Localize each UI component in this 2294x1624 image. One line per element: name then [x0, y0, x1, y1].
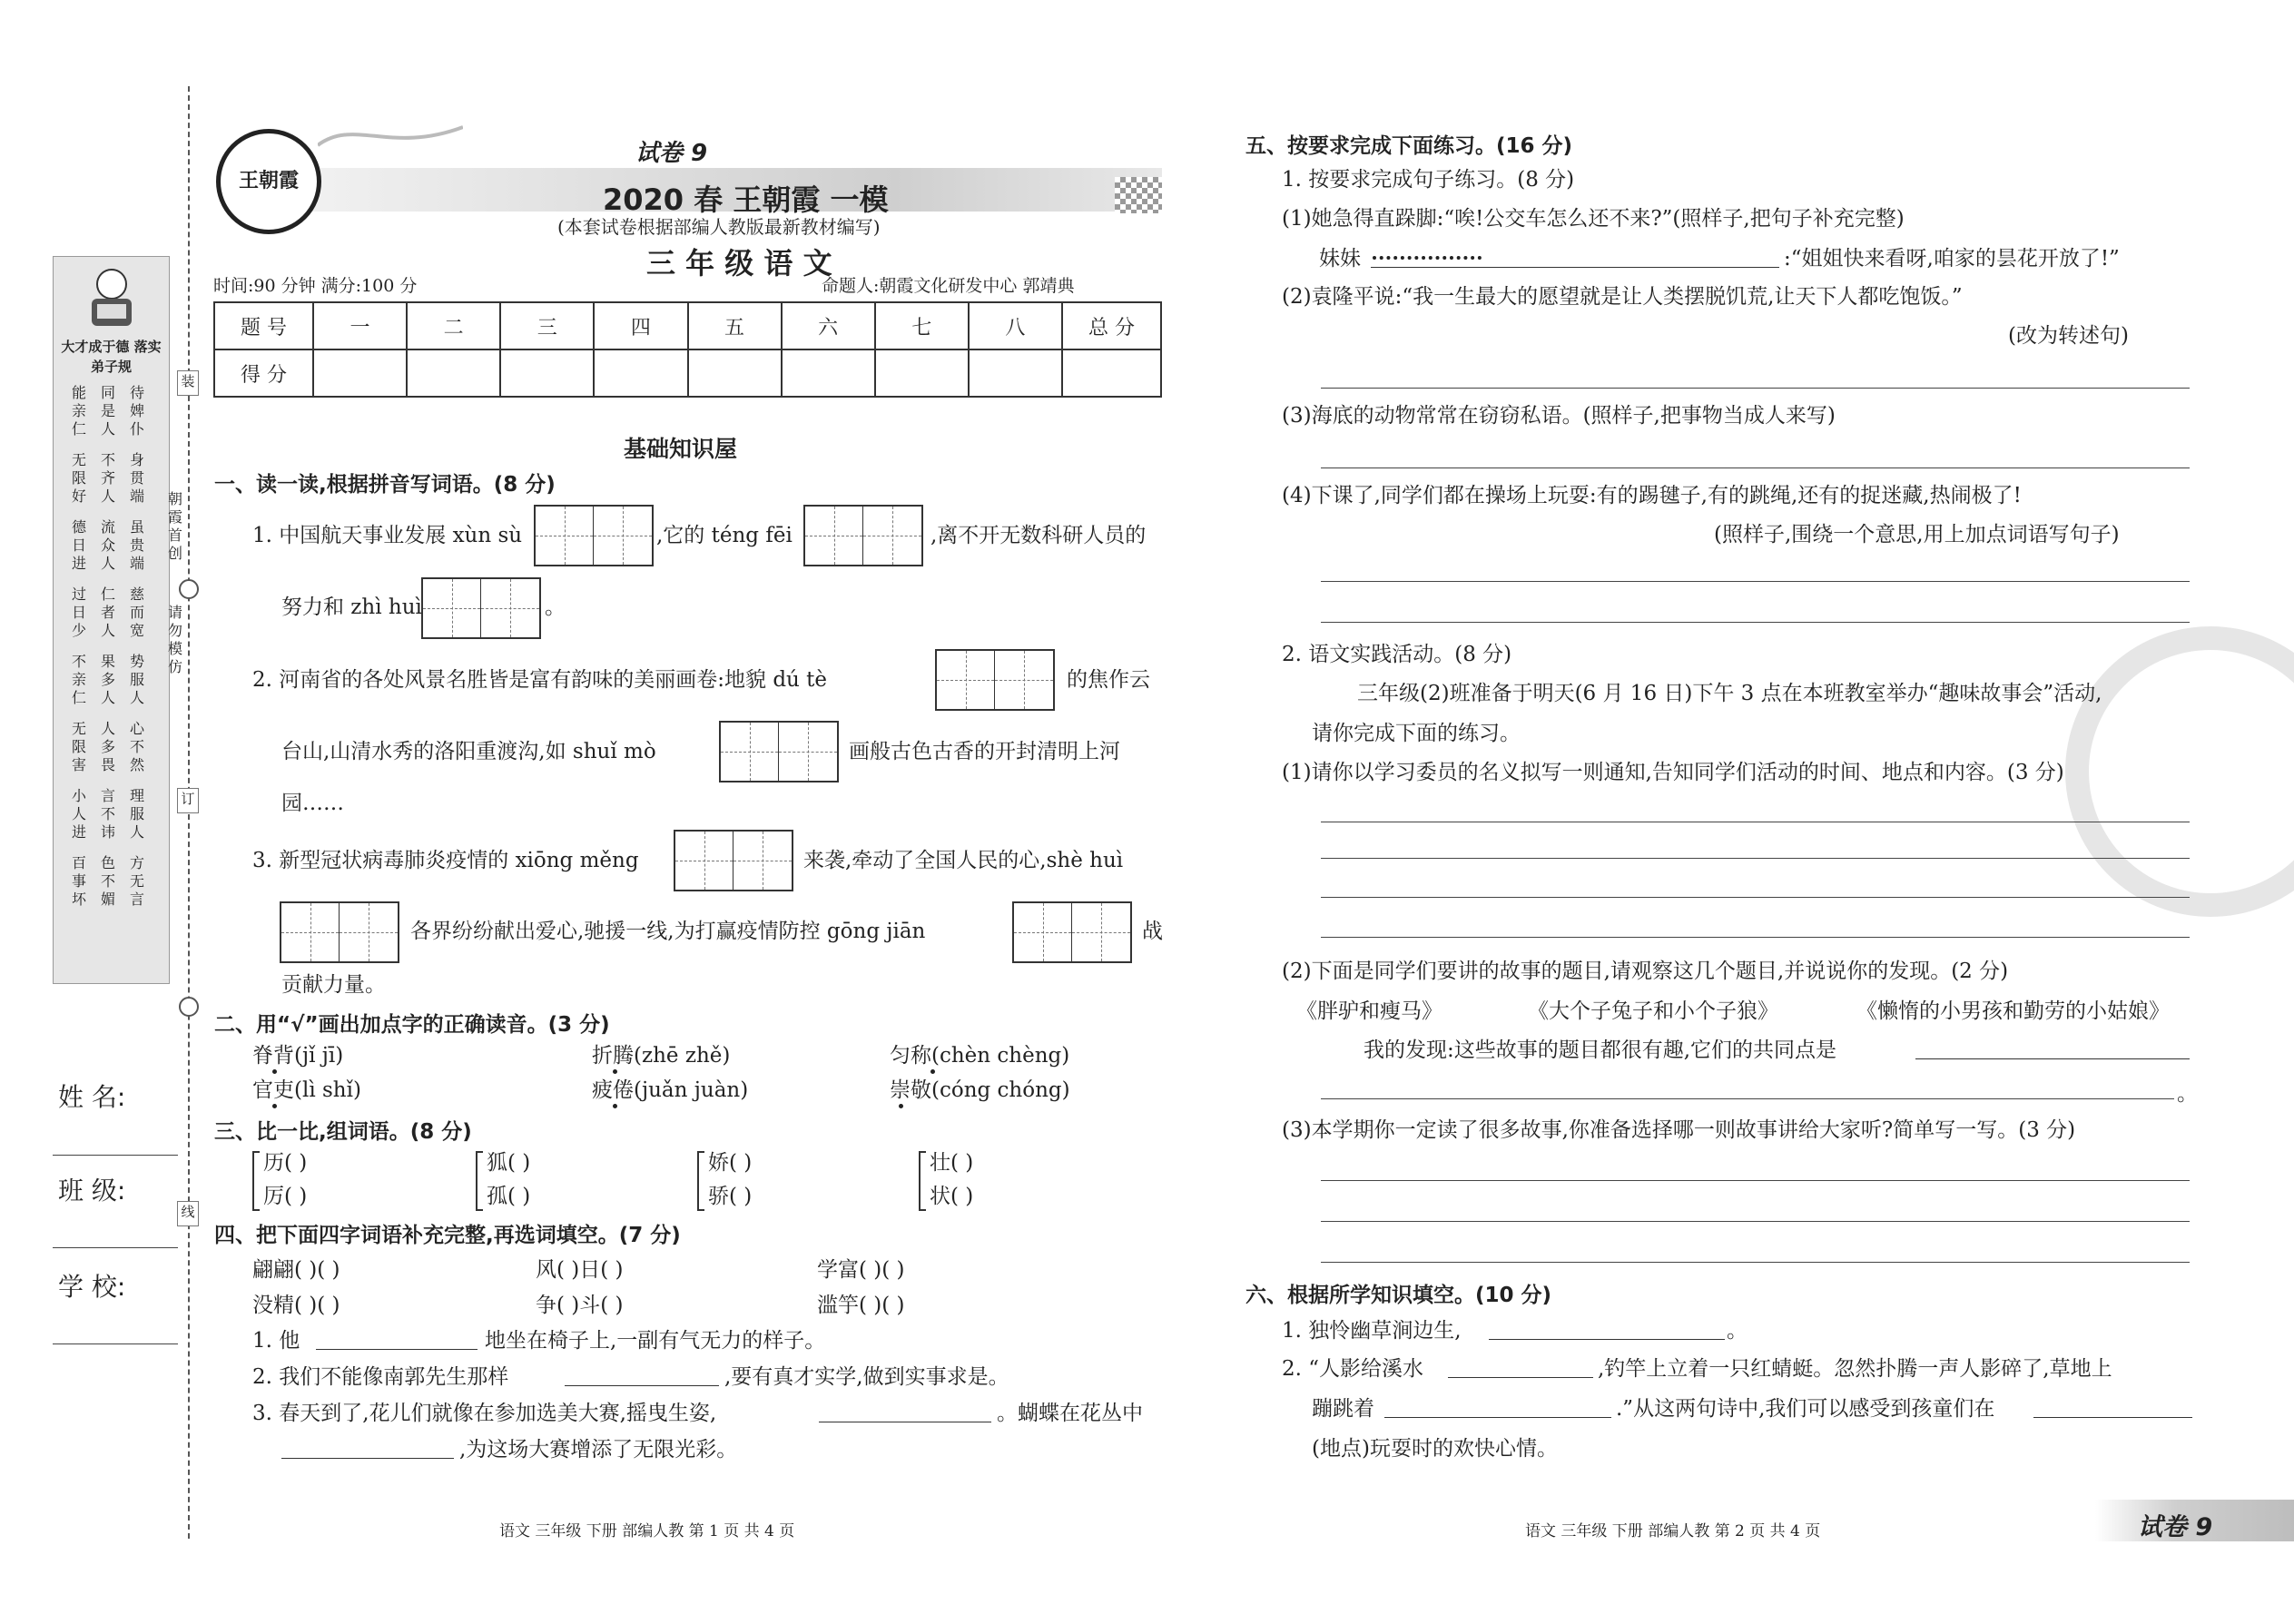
motto-text: 不齐人 [101, 451, 116, 505]
motto-text: 百事坏 [72, 854, 87, 908]
motto-panel [53, 256, 170, 984]
motto-text: 过日少 [72, 586, 87, 639]
idiom-item[interactable]: 学富( )( ) [817, 1258, 905, 1282]
q5-item: (2)下面是同学们要讲的故事的题目,请观察这几个题目,并说说你的发现。(2 分) [1282, 960, 2009, 983]
q1-text: 3. 新型冠状病毒肺炎疫情的 xiōng měng [252, 849, 639, 872]
table-cell: 得 分 [214, 349, 313, 397]
idiom-item[interactable]: 风( )日( ) [536, 1258, 624, 1282]
pronunciation-option[interactable]: 崇敬(cóng chóng) [890, 1078, 1070, 1102]
q5-item: :“姐姐快来看呀,咱家的昙花开放了!” [1784, 247, 2120, 271]
table-cell: 三 [500, 302, 594, 349]
grade-subject: 三 年 级 语 文 [646, 246, 832, 281]
q5-subtitle: 1. 按要求完成句子练习。(8 分) [1282, 168, 1575, 192]
footer-page1: 语文 三年级 下册 部编人教 第 1 页 共 4 页 [499, 1522, 795, 1540]
motto-text: 身贯端 [130, 451, 145, 505]
school-field[interactable] [53, 1343, 178, 1344]
motto-group [72, 451, 158, 506]
writing-line[interactable] [1321, 388, 2190, 389]
writing-line[interactable] [1321, 1098, 2174, 1099]
pronunciation-option[interactable]: 疲倦(juǎn juàn) [592, 1078, 749, 1102]
writing-line[interactable] [1321, 897, 2190, 898]
answer-grid[interactable] [1012, 901, 1132, 963]
section-heading: 基础知识屋 [624, 436, 738, 462]
motto-group [72, 720, 158, 774]
motto-columns [72, 384, 158, 921]
table-cell: 一 [313, 302, 407, 349]
emphasis-dot [930, 1069, 935, 1074]
footer-page2: 语文 三年级 下册 部编人教 第 2 页 共 4 页 [1525, 1522, 1821, 1540]
table-cell: 题 号 [214, 302, 313, 349]
q5-item: (2)袁隆平说:“我一生最大的愿望就是让人类摆脱饥荒,让天下人都吃饱饭。” [1282, 285, 1963, 309]
fill-blank[interactable] [316, 1349, 478, 1350]
exam-number: 试卷 9 [635, 140, 708, 167]
q1-text: ,离不开无数科研人员的 [930, 524, 1147, 547]
table-cell: 五 [688, 302, 782, 349]
table-cell: 八 [969, 302, 1062, 349]
q5-item: (3)海底的动物常常在窃窃私语。(照样子,把事物当成人来写) [1282, 404, 1836, 428]
emphasis-dot [613, 1069, 617, 1074]
motto-text: 仁者人 [101, 586, 116, 639]
q1-text: 来袭,牵动了全国人民的心,shè huì [803, 849, 1124, 872]
q4-sentence: 1. 他 [252, 1329, 300, 1353]
motto-text: 慈而宽 [130, 586, 145, 639]
q6-item: (地点)玩耍时的欢快心情。 [1312, 1437, 1558, 1461]
q6-item: 。 [1727, 1319, 1748, 1343]
motto-text: 人多畏 [101, 720, 116, 773]
fill-blank[interactable] [2033, 1417, 2192, 1418]
watermark-seal [2065, 626, 2294, 917]
emphasis-dot [899, 1104, 903, 1108]
q5-paragraph: 三年级(2)班准备于明天(6 月 16 日)下午 3 点在本班教室举办“趣味故事会”活动, [1357, 682, 2102, 705]
q6-item: 2. “人影给溪水 [1282, 1357, 1424, 1381]
brace [252, 1151, 260, 1211]
q4-sentence: 。蝴蝶在花丛中 [997, 1402, 1143, 1425]
mascot-icon [77, 264, 146, 333]
score-input-cell[interactable] [1062, 349, 1161, 397]
binding-hole-icon [179, 579, 199, 599]
motto-text: 能亲仁 [72, 384, 87, 438]
vertical-note-2: 请勿模仿 [168, 604, 183, 675]
table-cell: 四 [594, 302, 687, 349]
q1-text: 园…… [281, 792, 344, 815]
table-cell: 总 分 [1062, 302, 1161, 349]
word-pair-item[interactable]: 娇( ) [708, 1151, 753, 1175]
motto-text: 不亲仁 [72, 653, 87, 706]
q1-text: 努力和 zhì huì [281, 595, 422, 619]
motto-group [72, 518, 158, 573]
q5-item: (3)本学期你一定读了很多故事,你准备选择哪一则故事讲给大家听?简单写一写。(3 分) [1282, 1118, 2076, 1142]
emphasis-dot [272, 1069, 277, 1074]
pronunciation-option[interactable]: 匀称(chèn chèng) [890, 1044, 1070, 1068]
fill-blank[interactable] [1915, 1058, 2190, 1059]
motto-text: 虽贵端 [130, 518, 145, 572]
q6-item: .”从这两句诗中,我们可以感受到孩童们在 [1616, 1397, 1995, 1421]
motto-title: 大才成于德 落实弟子规 [61, 339, 162, 375]
checker-pattern [1115, 177, 1162, 213]
writing-line[interactable] [1321, 581, 2190, 582]
q5-item: (1)她急得直跺脚:“唉!公交车怎么还不来?”(照样子,把句子补充完整) [1282, 207, 1905, 231]
q1-text: ,它的 téng fēi [656, 524, 793, 547]
idiom-item[interactable]: 没精( )( ) [252, 1294, 340, 1317]
motto-text: 理服人 [130, 787, 145, 841]
score-table-score-row [214, 349, 1161, 397]
brace [919, 1151, 926, 1211]
motto-text: 无限害 [72, 720, 87, 773]
q5-paragraph: 请你完成下面的练习。 [1312, 722, 1521, 745]
motto-text: 色不媚 [101, 854, 116, 908]
score-table-header-row [214, 302, 1161, 349]
q6-item: ,钓竿上立着一只红蜻蜓。忽然扑腾一声人影碎了,草地上 [1598, 1357, 2112, 1381]
motto-text: 势服人 [130, 653, 145, 706]
footer-tag: 试卷 9 [2138, 1513, 2213, 1541]
pronunciation-option[interactable]: 折腾(zhē zhě) [592, 1044, 731, 1068]
answer-grid[interactable] [719, 721, 839, 782]
q1-text: 2. 河南省的各处风景名胜皆是富有韵味的美丽画卷:地貌 dú tè [252, 668, 828, 692]
period-mark: 。 [2177, 1082, 2198, 1106]
class-field[interactable] [53, 1247, 178, 1248]
word-pair-item[interactable]: 狐( ) [487, 1151, 531, 1175]
fill-blank[interactable] [1489, 1339, 1725, 1340]
motto-text: 方无言 [130, 854, 145, 908]
name-label: 姓 名: [58, 1082, 126, 1112]
fill-blank[interactable] [1448, 1377, 1593, 1378]
answer-grid[interactable] [674, 830, 793, 891]
q1-text: 画般古色古香的开封清明上河 [849, 740, 1120, 763]
class-label: 班 级: [58, 1176, 126, 1206]
q5-title: 五、按要求完成下面练习。(16 分) [1245, 134, 1573, 158]
q1-title: 一、读一读,根据拼音写词语。(8 分) [214, 473, 556, 497]
motto-text: 流众人 [101, 518, 116, 572]
fill-blank[interactable] [1384, 1417, 1611, 1418]
q1-text: 。 [545, 595, 566, 619]
motto-text: 小人进 [72, 787, 87, 841]
answer-grid[interactable] [534, 505, 654, 566]
q6-item: 蹦跳着 [1312, 1397, 1374, 1421]
motto-text: 心不然 [130, 720, 145, 773]
seal-label-ding: 订 [177, 788, 199, 813]
writing-line[interactable] [1321, 1221, 2190, 1222]
word-pair-item[interactable]: 壮( ) [930, 1151, 974, 1175]
motto-group [72, 653, 158, 707]
logo-text: 王朝霞 [238, 169, 299, 192]
author: 命题人:朝霞文化研发中心 郭靖典 [822, 276, 1075, 296]
q5-item: (4)下课了,同学们都在操场上玩耍:有的踢毽子,有的跳绳,还有的捉迷藏,热闹极了! [1282, 484, 2022, 507]
seal-label-xian: 线 [177, 1201, 199, 1226]
story-title: 《胖驴和瘦马》 [1296, 999, 1442, 1023]
score-input-cell[interactable] [500, 349, 594, 397]
brace [476, 1151, 483, 1211]
q1-text: 台山,山清水秀的洛阳重渡沟,如 shuǐ mò [281, 740, 656, 763]
motto-group [72, 384, 158, 438]
fill-blank[interactable] [1371, 267, 1779, 268]
motto-text: 同是人 [101, 384, 116, 438]
writing-line[interactable] [1321, 937, 2190, 938]
score-input-cell[interactable] [969, 349, 1062, 397]
q1-text: 1. 中国航天事业发展 xùn sù [252, 524, 523, 547]
q5-subtitle: 2. 语文实践活动。(8 分) [1282, 643, 1512, 666]
answer-grid[interactable] [803, 505, 923, 566]
score-input-cell[interactable] [688, 349, 782, 397]
q1-text: 战 [1142, 920, 1163, 943]
writing-line[interactable] [1321, 622, 2190, 623]
motto-text: 言不讳 [101, 787, 116, 841]
motto-text: 待婢仆 [130, 384, 145, 438]
pronunciation-option[interactable]: 脊背(jǐ jī) [252, 1044, 344, 1068]
emphasis-dots [1373, 256, 1482, 265]
time-score: 时间:90 分钟 满分:100 分 [213, 276, 418, 296]
exam-subtitle: (本套试卷根据部编人教版最新教材编写) [557, 216, 881, 238]
story-title: 《懒惰的小男孩和勤劳的小姑娘》 [1856, 999, 2170, 1023]
answer-grid[interactable] [421, 577, 541, 639]
q1-text: 的焦作云 [1067, 668, 1150, 692]
q4-sentence: ,为这场大赛增添了无限光彩。 [459, 1438, 738, 1462]
score-input-cell[interactable] [313, 349, 407, 397]
q6-title: 六、根据所学知识填空。(10 分) [1245, 1284, 1552, 1307]
q5-item: 妹妹 [1319, 247, 1361, 271]
fill-blank[interactable] [281, 1458, 454, 1459]
motto-group [72, 787, 158, 842]
table-cell: 六 [782, 302, 875, 349]
writing-line[interactable] [1321, 1262, 2190, 1263]
q4-sentence: ,要有真才实学,做到实事求是。 [724, 1365, 1009, 1389]
motto-group [72, 854, 158, 909]
word-pair-item[interactable]: 状( ) [930, 1185, 974, 1208]
word-pair-item[interactable]: 骄( ) [708, 1185, 753, 1208]
name-field[interactable] [53, 1155, 178, 1156]
q4-title: 四、把下面四字词语补充完整,再选词填空。(7 分) [214, 1224, 681, 1247]
score-input-cell[interactable] [594, 349, 687, 397]
motto-group [72, 586, 158, 640]
q1-text: 各界纷纷献出爱心,驰援一线,为打赢疫情防控 gōng jiān [410, 920, 926, 943]
binding-hole-icon [179, 997, 199, 1017]
answer-grid[interactable] [935, 649, 1055, 711]
emphasis-dot [613, 1104, 617, 1108]
score-input-cell[interactable] [875, 349, 969, 397]
idiom-item[interactable]: 争( )斗( ) [536, 1294, 624, 1317]
q4-sentence: 3. 春天到了,花儿们就像在参加选美大赛,摇曳生姿, [252, 1402, 717, 1425]
idiom-item[interactable]: 翩翩( )( ) [252, 1258, 340, 1282]
q5-item: (1)请你以学习委员的名义拟写一则通知,告知同学们活动的时间、地点和内容。(3 分) [1282, 761, 2064, 784]
word-pair-item[interactable]: 历( ) [263, 1151, 308, 1175]
table-cell: 二 [407, 302, 500, 349]
writing-line[interactable] [1321, 1180, 2190, 1181]
q6-item: 1. 独怜幽草涧边生, [1282, 1319, 1462, 1343]
brace [697, 1151, 704, 1211]
ribbon-decoration [318, 118, 463, 154]
q5-note: (照样子,围绕一个意思,用上加点词语写句子) [1714, 523, 2120, 546]
answer-grid[interactable] [280, 901, 399, 963]
story-title: 《大个子兔子和小个子狼》 [1528, 999, 1778, 1023]
score-input-cell[interactable] [782, 349, 875, 397]
pronunciation-option[interactable]: 官吏(lì shǐ) [252, 1078, 361, 1102]
q5-item: 我的发现:这些故事的题目都很有趣,它们的共同点是 [1364, 1038, 1837, 1062]
vertical-note-1: 朝霞首创 [168, 490, 183, 562]
logo-badge [216, 129, 321, 234]
q2-title: 二、用“√”画出加点字的正确读音。(3 分) [214, 1013, 610, 1037]
table-cell: 七 [875, 302, 969, 349]
q4-sentence: 2. 我们不能像南郭先生那样 [252, 1365, 509, 1389]
idiom-item[interactable]: 滥竽( )( ) [817, 1294, 905, 1317]
fill-blank[interactable] [565, 1385, 719, 1386]
school-label: 学 校: [58, 1272, 126, 1302]
exam-title: 2020 春 王朝霞 一模 [603, 182, 889, 217]
motto-text: 德日进 [72, 518, 87, 572]
q5-note: (改为转述句) [2008, 324, 2129, 348]
word-pair-item[interactable]: 孤( ) [487, 1185, 531, 1208]
score-input-cell[interactable] [407, 349, 500, 397]
word-pair-item[interactable]: 厉( ) [263, 1185, 308, 1208]
q3-title: 三、比一比,组词语。(8 分) [214, 1120, 472, 1144]
emphasis-dot [272, 1104, 277, 1108]
motto-text: 无限好 [72, 451, 87, 505]
q1-text: 贡献力量。 [281, 973, 386, 997]
q4-sentence: 地坐在椅子上,一副有气无力的样子。 [485, 1329, 826, 1353]
motto-text: 果多人 [101, 653, 116, 706]
score-table [213, 301, 1162, 398]
seal-label-zhuang: 装 [177, 370, 199, 396]
writing-line[interactable] [1321, 858, 2190, 859]
